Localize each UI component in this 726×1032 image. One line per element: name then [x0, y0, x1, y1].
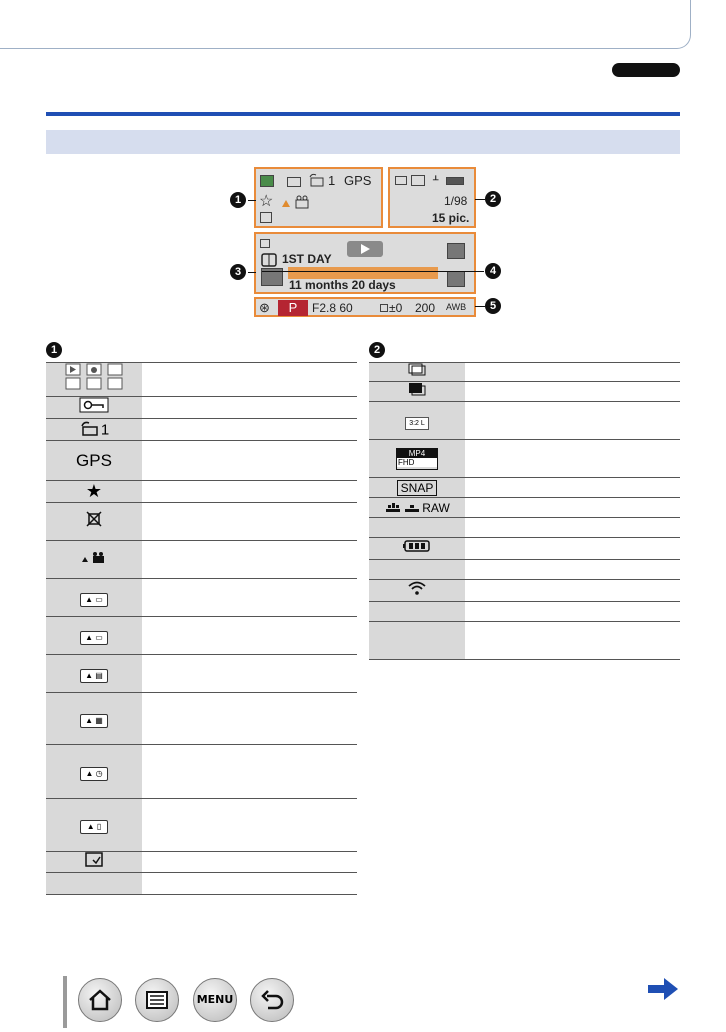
section-2-table [369, 362, 680, 660]
table-row [46, 503, 357, 541]
callout-line-5 [475, 306, 485, 307]
flash-icon: ⊛ [259, 300, 270, 315]
video-format-top: MP4 [397, 449, 437, 458]
screen-area-2 [388, 167, 476, 228]
aspect-size-icon: 3:2 L [405, 417, 429, 430]
callout-line-4 [262, 271, 484, 272]
snap-icon: SNAP [397, 480, 438, 496]
callout-5: 5 [485, 298, 501, 314]
travel-icon [260, 253, 278, 267]
protect-icon [79, 397, 109, 413]
battery-icon [446, 177, 464, 185]
print-count: 1 [328, 173, 336, 188]
print-count-icon [79, 421, 101, 437]
protect-icon [287, 177, 301, 187]
playback-icon [260, 175, 274, 187]
iso-value: 200 [415, 301, 436, 315]
white-balance-icon: AWB [446, 302, 467, 312]
table-row [369, 363, 680, 382]
callout-3: 3 [230, 264, 246, 280]
favorite-star-icon: ☆ [259, 193, 274, 210]
file-number: 1/98 [444, 194, 468, 208]
nav-divider [63, 976, 67, 1028]
gps-indicator: GPS [344, 173, 372, 188]
table-row [46, 745, 357, 799]
table-row [369, 622, 680, 660]
section-1-number: 1 [46, 342, 62, 358]
screen-area-3 [254, 232, 476, 294]
table-row [369, 602, 680, 622]
star-icon: ★ [85, 481, 103, 501]
table-row [46, 441, 357, 481]
video-format-icon [396, 448, 438, 470]
table-row [46, 617, 357, 655]
callout-line-1 [248, 200, 256, 201]
table-row [369, 440, 680, 478]
text-stamp-icon [260, 212, 272, 223]
section-1-table [46, 362, 357, 895]
raw-label: RAW [422, 500, 450, 515]
section-2-heading [369, 341, 385, 358]
wifi-icon [407, 580, 427, 596]
table-row [46, 363, 357, 397]
burst-group-icon: ▲ ▭ [80, 593, 108, 607]
table-row [46, 419, 357, 441]
table-row [369, 382, 680, 402]
playback-mode-icons [62, 363, 126, 391]
video-group-icon [80, 550, 108, 564]
screen-area-5 [254, 297, 476, 317]
4k-burst-group-icon: ▲ ▤ [80, 669, 108, 683]
gps-label: GPS [76, 450, 112, 470]
table-row [46, 852, 357, 873]
aperture-shutter: F2.8 60 [312, 301, 353, 315]
callout-1: 1 [230, 192, 246, 208]
delete-icon [447, 271, 465, 287]
video-format-bottom: FHD [397, 458, 437, 467]
stop-motion-group-icon: ▲ ▯ [80, 820, 108, 834]
contents-button[interactable] [135, 978, 179, 1022]
chapter-tab [612, 63, 680, 77]
callout-line-3 [248, 272, 256, 273]
picture-count: 15 pic. [432, 211, 470, 225]
quality-icon [384, 501, 422, 513]
play-button-icon [347, 241, 383, 257]
travel-day: 1ST DAY [282, 252, 332, 266]
print-count-label: 1 [100, 420, 110, 438]
screen-area-1 [254, 167, 383, 228]
table-row [369, 518, 680, 538]
4k-burst-s-group-icon: ▲ ▦ [80, 714, 108, 728]
callout-4: 4 [485, 263, 501, 279]
table-row [46, 799, 357, 852]
interval-group-icon: ▲ ◷ [80, 767, 108, 781]
list-icon [144, 987, 170, 1013]
page-top-frame [0, 0, 691, 49]
back-button[interactable] [250, 978, 294, 1022]
table-row [46, 693, 357, 745]
section-2-number: 2 [369, 342, 385, 358]
table-row [46, 655, 357, 693]
callout-2: 2 [485, 191, 501, 207]
focus-stack-icon [408, 382, 426, 396]
home-button[interactable] [78, 978, 122, 1022]
callout-line-2 [475, 199, 485, 200]
print-icon [308, 173, 326, 189]
table-row [369, 560, 680, 580]
exposure-icon [380, 304, 388, 312]
back-arrow-icon [259, 987, 285, 1013]
quality-icon: ᚆ [433, 174, 439, 186]
edit-icon [260, 239, 270, 248]
table-row [369, 538, 680, 560]
battery-icon [402, 539, 432, 553]
table-row [369, 580, 680, 602]
continuous-group-icon: ▲ ▭ [80, 631, 108, 645]
table-row [369, 498, 680, 518]
table-row [46, 541, 357, 579]
multi-playback-icon [447, 243, 465, 259]
table-row [369, 478, 680, 498]
clear-retouch-icon [86, 511, 102, 527]
section-1-heading [46, 341, 62, 358]
text-stamp-icon [85, 852, 103, 867]
aspect-icon [411, 175, 425, 186]
age-text: 11 months 20 days [289, 278, 396, 292]
table-row [369, 402, 680, 440]
table-row [46, 397, 357, 419]
exposure-value: ±0 [389, 301, 403, 315]
table-row [46, 873, 357, 895]
next-page-arrow-icon[interactable] [646, 976, 680, 1002]
title-rule [46, 112, 680, 116]
table-row [46, 579, 357, 617]
video-group-icon [280, 195, 314, 209]
menu-button[interactable] [193, 978, 237, 1022]
mode-badge: P [278, 300, 308, 316]
subtitle-bar [46, 130, 680, 154]
home-icon [87, 987, 113, 1013]
menu-label: MENU [196, 993, 234, 1006]
4k-photo-icon [408, 363, 426, 376]
table-row [46, 481, 357, 503]
4k-photo-icon [395, 176, 407, 185]
